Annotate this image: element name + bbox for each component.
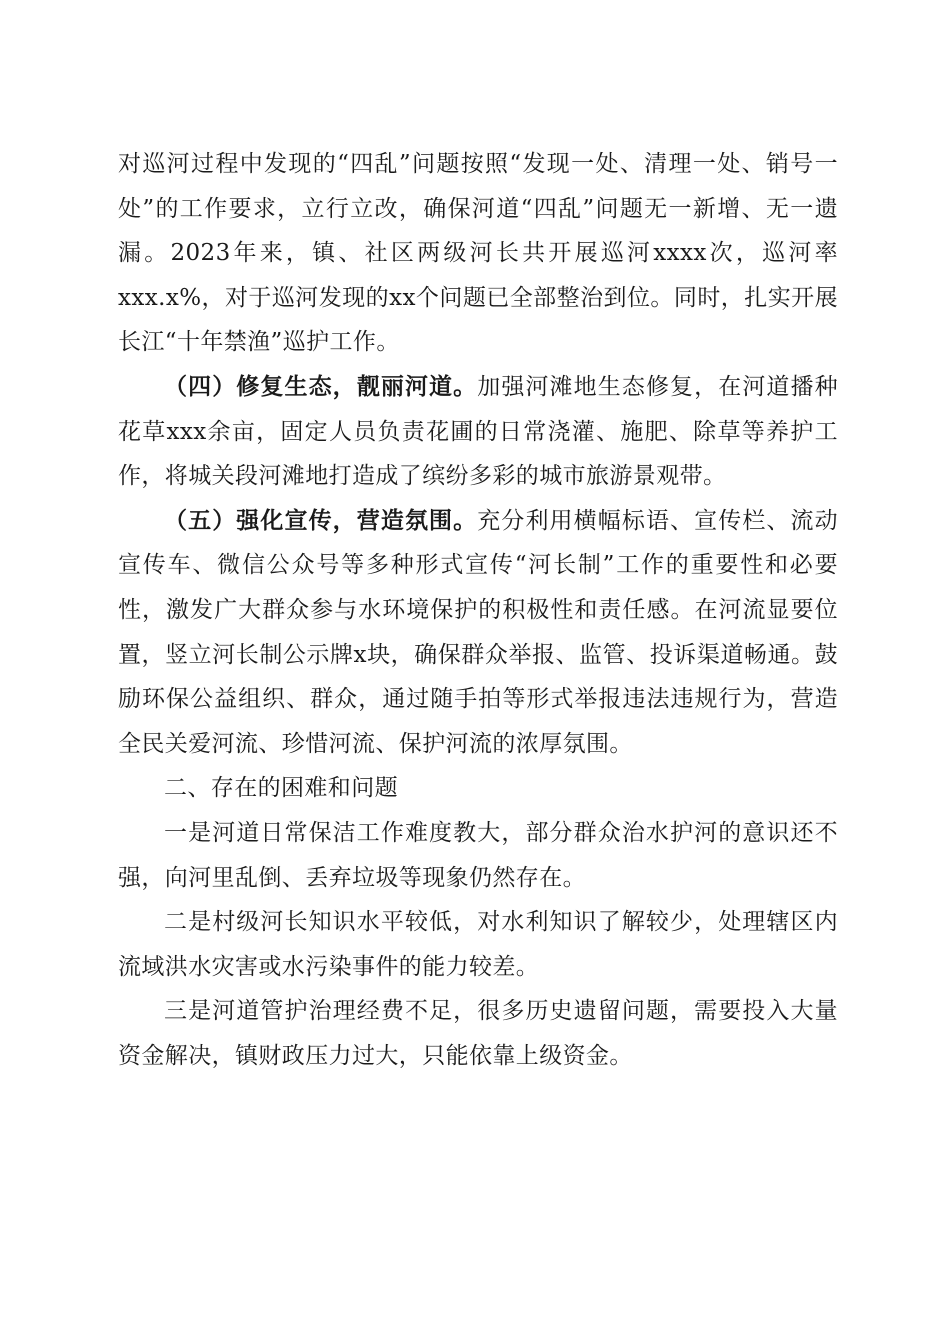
paragraph-text: 加强河滩地生态修复，在河道播种花草xxx余亩，固定人员负责花圃的日常浇灌、施肥、除草等养护工作，将城关段河滩地打造成了缤纷多彩的城市旅游景观带。 xyxy=(118,373,839,490)
paragraph-text: 充分利用横幅标语、宣传栏、流动宣传车、微信公众号等多种形式宣传“河长制”工作的重要性和必要性，激发广大群众参与水环境保护的积极性和责任感。在河流显要位置，竖立河长制公示牌x块，确保群众举报、监管、投诉渠道畅通。鼓励环保公益组织、群众，通过随手拍等形式举报违法违规行为，营造全民关爱河流、珍惜河流、保护河流的浓厚氛围。 xyxy=(118,507,839,757)
document-page xyxy=(118,142,838,1078)
problem-item: 三是河道管护治理经费不足，很多历史遗留问题，需要投入大量资金解决，镇财政压力过大，只能依靠上级资金。 xyxy=(118,998,838,1069)
problem-item: 二是村级河长知识水平较低，对水利知识了解较少，处理辖区内流域洪水灾害或水污染事件的能力较差。 xyxy=(118,909,838,980)
body-paragraph-restore-ecology xyxy=(118,365,838,499)
body-paragraph-continued xyxy=(118,142,838,365)
paragraph-text: 对巡河过程中发现的“四乱”问题按照“发现一处、清理一处、销号一处”的工作要求，立行立改，确保河道“四乱”问题无一新增、无一遗漏。2023年来，镇、社区两级河长共开展巡河xxxx次，巡河率xxx.x%，对于巡河发现的xx个问题已全部整治到位。同时，扎实开展长江“十年禁渔”巡护工作。 xyxy=(118,151,838,356)
paragraph-lead: （五）强化宣传，营造氛围。 xyxy=(164,506,478,534)
problem-item: 一是河道日常保洁工作难度教大，部分群众治水护河的意识还不强，向河里乱倒、丢弃垃圾等现象仍然存在。 xyxy=(118,819,838,891)
section-heading: 二、存在的困难和问题 xyxy=(164,775,398,802)
body-paragraph-publicity xyxy=(118,499,838,767)
paragraph-lead: （四）修复生态，靓丽河道。 xyxy=(164,372,478,400)
